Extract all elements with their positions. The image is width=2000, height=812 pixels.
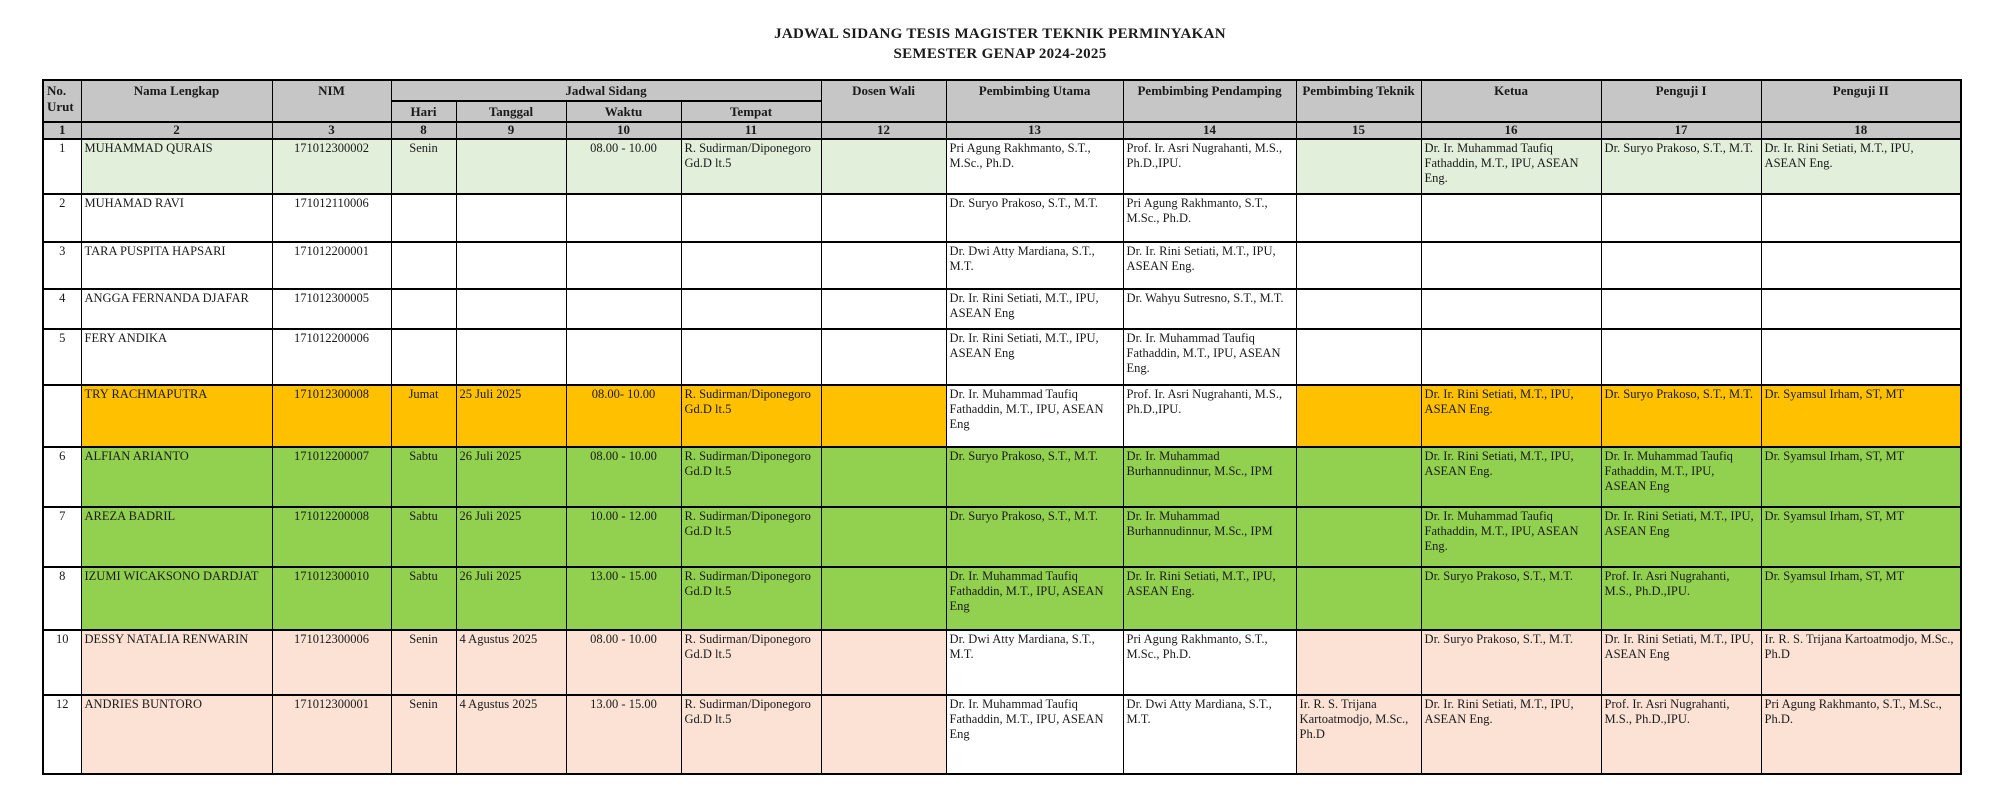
cell-tanggal: 25 Juli 2025 [456,385,566,447]
cell-nama: IZUMI WICAKSONO DARDJAT [81,567,272,630]
cell-pembimbing-utama: Dr. Dwi Atty Mardiana, S.T., M.T. [946,630,1123,695]
page-title: JADWAL SIDANG TESIS MAGISTER TEKNIK PERMINYAKAN [774,26,1226,42]
cell-hari [391,289,456,329]
schedule-table [42,79,1962,775]
cell-dosen-wali [821,507,946,567]
cell-dosen-wali [821,194,946,242]
header-column-number: 16 [1421,122,1601,139]
cell-waktu: 13.00 - 15.00 [566,567,681,630]
cell-waktu: 13.00 - 15.00 [566,695,681,774]
cell-waktu: 08.00 - 10.00 [566,630,681,695]
cell-nama: MUHAMAD RAVI [81,194,272,242]
header-column-number: 18 [1761,122,1961,139]
table-row [43,630,1961,695]
cell-tanggal: 4 Agustus 2025 [456,695,566,774]
header-no-urut: No. Urut [43,80,81,123]
cell-ketua: Dr. Ir. Muhammad Taufiq Fathaddin, M.T., IPU, ASEAN Eng. [1421,507,1601,567]
cell-nama: FERY ANDIKA [81,329,272,385]
cell-penguji-1: Prof. Ir. Asri Nugrahanti, M.S., Ph.D.,IPU. [1601,695,1761,774]
cell-nama: ANGGA FERNANDA DJAFAR [81,289,272,329]
cell-nim: 171012300008 [272,385,391,447]
cell-pembimbing-teknik [1296,447,1421,507]
cell-pembimbing-teknik [1296,567,1421,630]
cell-dosen-wali [821,242,946,289]
cell-nim: 171012300002 [272,139,391,194]
cell-pembimbing-utama: Dr. Dwi Atty Mardiana, S.T., M.T. [946,242,1123,289]
cell-penguji-2 [1761,289,1961,329]
cell-penguji-2 [1761,194,1961,242]
header-pembimbing-teknik: Pembimbing Teknik [1296,80,1421,123]
cell-pembimbing-pendamping: Dr. Ir. Muhammad Taufiq Fathaddin, M.T., IPU, ASEAN Eng. [1123,329,1296,385]
cell-waktu: 08.00 - 10.00 [566,139,681,194]
header-row-column-numbers [43,122,1961,139]
table-row [43,447,1961,507]
cell-pembimbing-utama: Dr. Ir. Rini Setiati, M.T., IPU, ASEAN Eng [946,329,1123,385]
cell-ketua [1421,329,1601,385]
cell-penguji-2: Dr. Syamsul Irham, ST, MT [1761,507,1961,567]
header-pembimbing-pendamping: Pembimbing Pendamping [1123,80,1296,123]
cell-hari: Sabtu [391,507,456,567]
page-subtitle: SEMESTER GENAP 2024-2025 [893,46,1107,63]
header-tempat: Tempat [681,101,821,122]
cell-pembimbing-utama: Dr. Suryo Prakoso, S.T., M.T. [946,447,1123,507]
cell-pembimbing-pendamping: Dr. Ir. Rini Setiati, M.T., IPU, ASEAN Eng. [1123,242,1296,289]
cell-no: 2 [43,194,81,242]
header-column-number: 12 [821,122,946,139]
cell-pembimbing-teknik [1296,329,1421,385]
header-column-number: 3 [272,122,391,139]
header-column-number: 15 [1296,122,1421,139]
cell-tempat [681,194,821,242]
cell-pembimbing-utama: Dr. Ir. Muhammad Taufiq Fathaddin, M.T., IPU, ASEAN Eng [946,385,1123,447]
header-column-number: 10 [566,122,681,139]
cell-pembimbing-teknik [1296,194,1421,242]
cell-penguji-2: Dr. Syamsul Irham, ST, MT [1761,447,1961,507]
table-row [43,289,1961,329]
table-row [43,329,1961,385]
cell-tempat: R. Sudirman/Diponegoro Gd.D lt.5 [681,139,821,194]
cell-penguji-1 [1601,242,1761,289]
header-column-number: 2 [81,122,272,139]
cell-ketua [1421,242,1601,289]
cell-pembimbing-utama: Dr. Suryo Prakoso, S.T., M.T. [946,507,1123,567]
cell-nim: 171012200007 [272,447,391,507]
cell-penguji-1 [1601,289,1761,329]
cell-dosen-wali [821,447,946,507]
table-row [43,507,1961,567]
cell-ketua: Dr. Ir. Rini Setiati, M.T., IPU, ASEAN Eng. [1421,385,1601,447]
cell-pembimbing-utama: Dr. Ir. Rini Setiati, M.T., IPU, ASEAN Eng [946,289,1123,329]
cell-tempat: R. Sudirman/Diponegoro Gd.D lt.5 [681,567,821,630]
cell-tempat [681,329,821,385]
cell-waktu [566,242,681,289]
cell-penguji-2: Dr. Syamsul Irham, ST, MT [1761,385,1961,447]
cell-penguji-1: Prof. Ir. Asri Nugrahanti, M.S., Ph.D.,IPU. [1601,567,1761,630]
cell-hari: Sabtu [391,447,456,507]
cell-no: 3 [43,242,81,289]
cell-pembimbing-teknik [1296,242,1421,289]
header-penguji-2: Penguji II [1761,80,1961,123]
cell-penguji-1 [1601,329,1761,385]
header-column-number: 1 [43,122,81,139]
cell-penguji-1: Dr. Ir. Muhammad Taufiq Fathaddin, M.T., IPU, ASEAN Eng [1601,447,1761,507]
cell-penguji-1: Dr. Ir. Rini Setiati, M.T., IPU, ASEAN Eng [1601,630,1761,695]
cell-no: 8 [43,567,81,630]
cell-hari: Sabtu [391,567,456,630]
cell-ketua: Dr. Ir. Rini Setiati, M.T., IPU, ASEAN Eng. [1421,447,1601,507]
header-waktu: Waktu [566,101,681,122]
header-ketua: Ketua [1421,80,1601,123]
cell-nim: 171012300006 [272,630,391,695]
cell-nama: ALFIAN ARIANTO [81,447,272,507]
table-row [43,695,1961,774]
cell-hari [391,242,456,289]
cell-hari [391,329,456,385]
cell-tanggal [456,194,566,242]
cell-pembimbing-pendamping: Dr. Ir. Rini Setiati, M.T., IPU, ASEAN Eng. [1123,567,1296,630]
header-pembimbing-utama: Pembimbing Utama [946,80,1123,123]
cell-nama: TARA PUSPITA HAPSARI [81,242,272,289]
cell-nama: DESSY NATALIA RENWARIN [81,630,272,695]
cell-tempat: R. Sudirman/Diponegoro Gd.D lt.5 [681,447,821,507]
cell-nim: 171012300010 [272,567,391,630]
cell-tempat [681,242,821,289]
table-row [43,139,1961,194]
header-hari: Hari [391,101,456,122]
cell-nim: 171012110006 [272,194,391,242]
table-row [43,194,1961,242]
cell-hari: Senin [391,630,456,695]
cell-penguji-1: Dr. Suryo Prakoso, S.T., M.T. [1601,385,1761,447]
cell-ketua: Dr. Suryo Prakoso, S.T., M.T. [1421,630,1601,695]
cell-pembimbing-pendamping: Dr. Ir. Muhammad Burhannudinnur, M.Sc., IPM [1123,447,1296,507]
cell-no [43,385,81,447]
cell-nama: TRY RACHMAPUTRA [81,385,272,447]
cell-ketua: Dr. Ir. Rini Setiati, M.T., IPU, ASEAN Eng. [1421,695,1601,774]
cell-tanggal [456,289,566,329]
cell-pembimbing-pendamping: Prof. Ir. Asri Nugrahanti, M.S., Ph.D.,IPU. [1123,139,1296,194]
header-tanggal: Tanggal [456,101,566,122]
table-row [43,385,1961,447]
cell-ketua: Dr. Suryo Prakoso, S.T., M.T. [1421,567,1601,630]
cell-pembimbing-utama: Dr. Ir. Muhammad Taufiq Fathaddin, M.T., IPU, ASEAN Eng [946,695,1123,774]
cell-pembimbing-pendamping: Dr. Wahyu Sutresno, S.T., M.T. [1123,289,1296,329]
cell-pembimbing-utama: Dr. Suryo Prakoso, S.T., M.T. [946,194,1123,242]
cell-penguji-2: Pri Agung Rakhmanto, S.T., M.Sc., Ph.D. [1761,695,1961,774]
cell-pembimbing-utama: Dr. Ir. Muhammad Taufiq Fathaddin, M.T., IPU, ASEAN Eng [946,567,1123,630]
cell-tanggal: 26 Juli 2025 [456,507,566,567]
header-column-number: 11 [681,122,821,139]
cell-pembimbing-pendamping: Prof. Ir. Asri Nugrahanti, M.S., Ph.D.,IPU. [1123,385,1296,447]
header-dosen-wali: Dosen Wali [821,80,946,123]
cell-pembimbing-teknik [1296,507,1421,567]
cell-penguji-2: Ir. R. S. Trijana Kartoatmodjo, M.Sc., Ph.D [1761,630,1961,695]
header-column-number: 13 [946,122,1123,139]
cell-no: 12 [43,695,81,774]
cell-penguji-2: Dr. Syamsul Irham, ST, MT [1761,567,1961,630]
cell-dosen-wali [821,567,946,630]
cell-penguji-2 [1761,242,1961,289]
cell-pembimbing-pendamping: Pri Agung Rakhmanto, S.T., M.Sc., Ph.D. [1123,630,1296,695]
cell-pembimbing-utama: Pri Agung Rakhmanto, S.T., M.Sc., Ph.D. [946,139,1123,194]
cell-waktu: 10.00 - 12.00 [566,507,681,567]
cell-penguji-2 [1761,329,1961,385]
header-column-number: 8 [391,122,456,139]
cell-ketua: Dr. Ir. Muhammad Taufiq Fathaddin, M.T., IPU, ASEAN Eng. [1421,139,1601,194]
cell-no: 7 [43,507,81,567]
cell-dosen-wali [821,385,946,447]
cell-penguji-1: Dr. Ir. Rini Setiati, M.T., IPU, ASEAN Eng [1601,507,1761,567]
header-column-number: 17 [1601,122,1761,139]
header-row-main [43,80,1961,101]
cell-hari [391,194,456,242]
cell-nim: 171012300001 [272,695,391,774]
header-nim: NIM [272,80,391,123]
table-row [43,567,1961,630]
cell-nim: 171012200001 [272,242,391,289]
cell-tanggal [456,329,566,385]
document-title-block [0,0,2000,65]
cell-dosen-wali [821,289,946,329]
cell-pembimbing-teknik [1296,289,1421,329]
cell-tempat: R. Sudirman/Diponegoro Gd.D lt.5 [681,695,821,774]
cell-tanggal: 26 Juli 2025 [456,567,566,630]
cell-waktu: 08.00- 10.00 [566,385,681,447]
cell-penguji-1 [1601,194,1761,242]
cell-waktu: 08.00 - 10.00 [566,447,681,507]
cell-hari: Senin [391,139,456,194]
cell-no: 6 [43,447,81,507]
cell-pembimbing-teknik [1296,630,1421,695]
cell-nama: AREZA BADRIL [81,507,272,567]
cell-waktu [566,194,681,242]
cell-no: 5 [43,329,81,385]
cell-dosen-wali [821,139,946,194]
cell-nim: 171012300005 [272,289,391,329]
header-column-number: 14 [1123,122,1296,139]
header-jadwal-sidang: Jadwal Sidang [391,80,821,101]
cell-tempat: R. Sudirman/Diponegoro Gd.D lt.5 [681,385,821,447]
cell-ketua [1421,194,1601,242]
cell-pembimbing-pendamping: Pri Agung Rakhmanto, S.T., M.Sc., Ph.D. [1123,194,1296,242]
cell-tempat [681,289,821,329]
cell-ketua [1421,289,1601,329]
cell-nama: MUHAMMAD QURAIS [81,139,272,194]
cell-pembimbing-teknik [1296,139,1421,194]
cell-tanggal: 4 Agustus 2025 [456,630,566,695]
cell-nim: 171012200006 [272,329,391,385]
cell-dosen-wali [821,630,946,695]
cell-hari: Jumat [391,385,456,447]
cell-dosen-wali [821,695,946,774]
cell-tanggal: 26 Juli 2025 [456,447,566,507]
header-nama-lengkap: Nama Lengkap [81,80,272,123]
cell-no: 1 [43,139,81,194]
header-penguji-1: Penguji I [1601,80,1761,123]
cell-pembimbing-teknik: Ir. R. S. Trijana Kartoatmodjo, M.Sc., Ph.D [1296,695,1421,774]
cell-no: 4 [43,289,81,329]
cell-pembimbing-pendamping: Dr. Ir. Muhammad Burhannudinnur, M.Sc., IPM [1123,507,1296,567]
schedule-table-body [43,139,1961,774]
cell-dosen-wali [821,329,946,385]
cell-tempat: R. Sudirman/Diponegoro Gd.D lt.5 [681,507,821,567]
cell-penguji-2: Dr. Ir. Rini Setiati, M.T., IPU, ASEAN Eng. [1761,139,1961,194]
cell-tempat: R. Sudirman/Diponegoro Gd.D lt.5 [681,630,821,695]
cell-nim: 171012200008 [272,507,391,567]
cell-hari: Senin [391,695,456,774]
cell-tanggal [456,139,566,194]
cell-no: 10 [43,630,81,695]
cell-waktu [566,329,681,385]
table-row [43,242,1961,289]
cell-pembimbing-pendamping: Dr. Dwi Atty Mardiana, S.T., M.T. [1123,695,1296,774]
cell-nama: ANDRIES BUNTORO [81,695,272,774]
cell-penguji-1: Dr. Suryo Prakoso, S.T., M.T. [1601,139,1761,194]
cell-tanggal [456,242,566,289]
cell-pembimbing-teknik [1296,385,1421,447]
header-column-number: 9 [456,122,566,139]
cell-waktu [566,289,681,329]
